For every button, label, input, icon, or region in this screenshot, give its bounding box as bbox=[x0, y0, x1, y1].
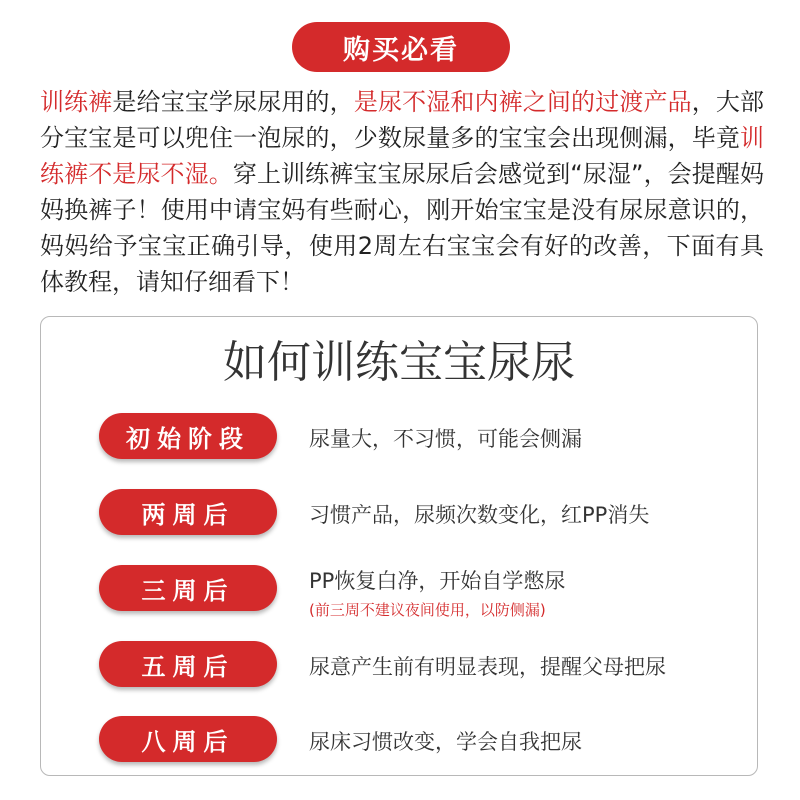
stage-badge: 初始阶段 bbox=[99, 413, 277, 459]
intro-highlight-not-diaper: 训练裤不是尿不湿。 bbox=[40, 124, 764, 188]
intro-text: 穿上训练裤宝宝尿尿后会感觉到“尿湿”，会提醒妈妈换裤子！使用中请宝妈有些耐心，刚开始宝宝是没有尿尿意识的，妈妈给予宝宝正确引导，使用2周左右宝宝会有好的改善，下面有具体教程，请知仔细看下！ bbox=[40, 160, 765, 296]
training-guide-panel bbox=[40, 316, 758, 776]
intro-highlight-transition-product: 是尿不湿和内裤之间的过渡产品 bbox=[353, 88, 692, 116]
stage-description: 尿床习惯改变，学会自我把尿 bbox=[309, 730, 582, 754]
stage-badge: 五周后 bbox=[99, 641, 277, 687]
panel-title: 如何训练宝宝尿尿 bbox=[223, 337, 575, 388]
stage-row-week-2 bbox=[41, 485, 757, 545]
stage-badge: 两周后 bbox=[99, 489, 277, 535]
intro-text: ，大部分宝宝是可以兜住一泡尿的，少数尿量多的宝宝会出现侧漏，毕竟 bbox=[40, 88, 765, 152]
stage-description: 尿量大，不习惯，可能会侧漏 bbox=[309, 427, 582, 451]
header-title: 购买必看 bbox=[343, 34, 459, 66]
header-title-badge bbox=[292, 22, 510, 72]
intro-highlight-training-pants: 训练裤 bbox=[40, 88, 113, 116]
stage-description: 习惯产品，尿频次数变化，红PP消失 bbox=[309, 503, 650, 527]
stage-row-week-8 bbox=[41, 712, 757, 772]
intro-paragraph bbox=[40, 84, 764, 300]
stage-row-week-3 bbox=[41, 561, 757, 621]
stage-badge: 八周后 bbox=[99, 716, 277, 762]
stage-badge: 三周后 bbox=[99, 565, 277, 611]
stage-row-week-5 bbox=[41, 637, 757, 697]
stage-description: PP恢复白净，开始自学憋尿 bbox=[309, 569, 566, 593]
stage-row-initial bbox=[41, 409, 757, 469]
stage-description: 尿意产生前有明显表现，提醒父母把尿 bbox=[309, 655, 666, 679]
intro-text: 是给宝宝学尿尿用的， bbox=[112, 88, 354, 116]
stage-note: (前三周不建议夜间使用，以防侧漏) bbox=[309, 601, 546, 619]
